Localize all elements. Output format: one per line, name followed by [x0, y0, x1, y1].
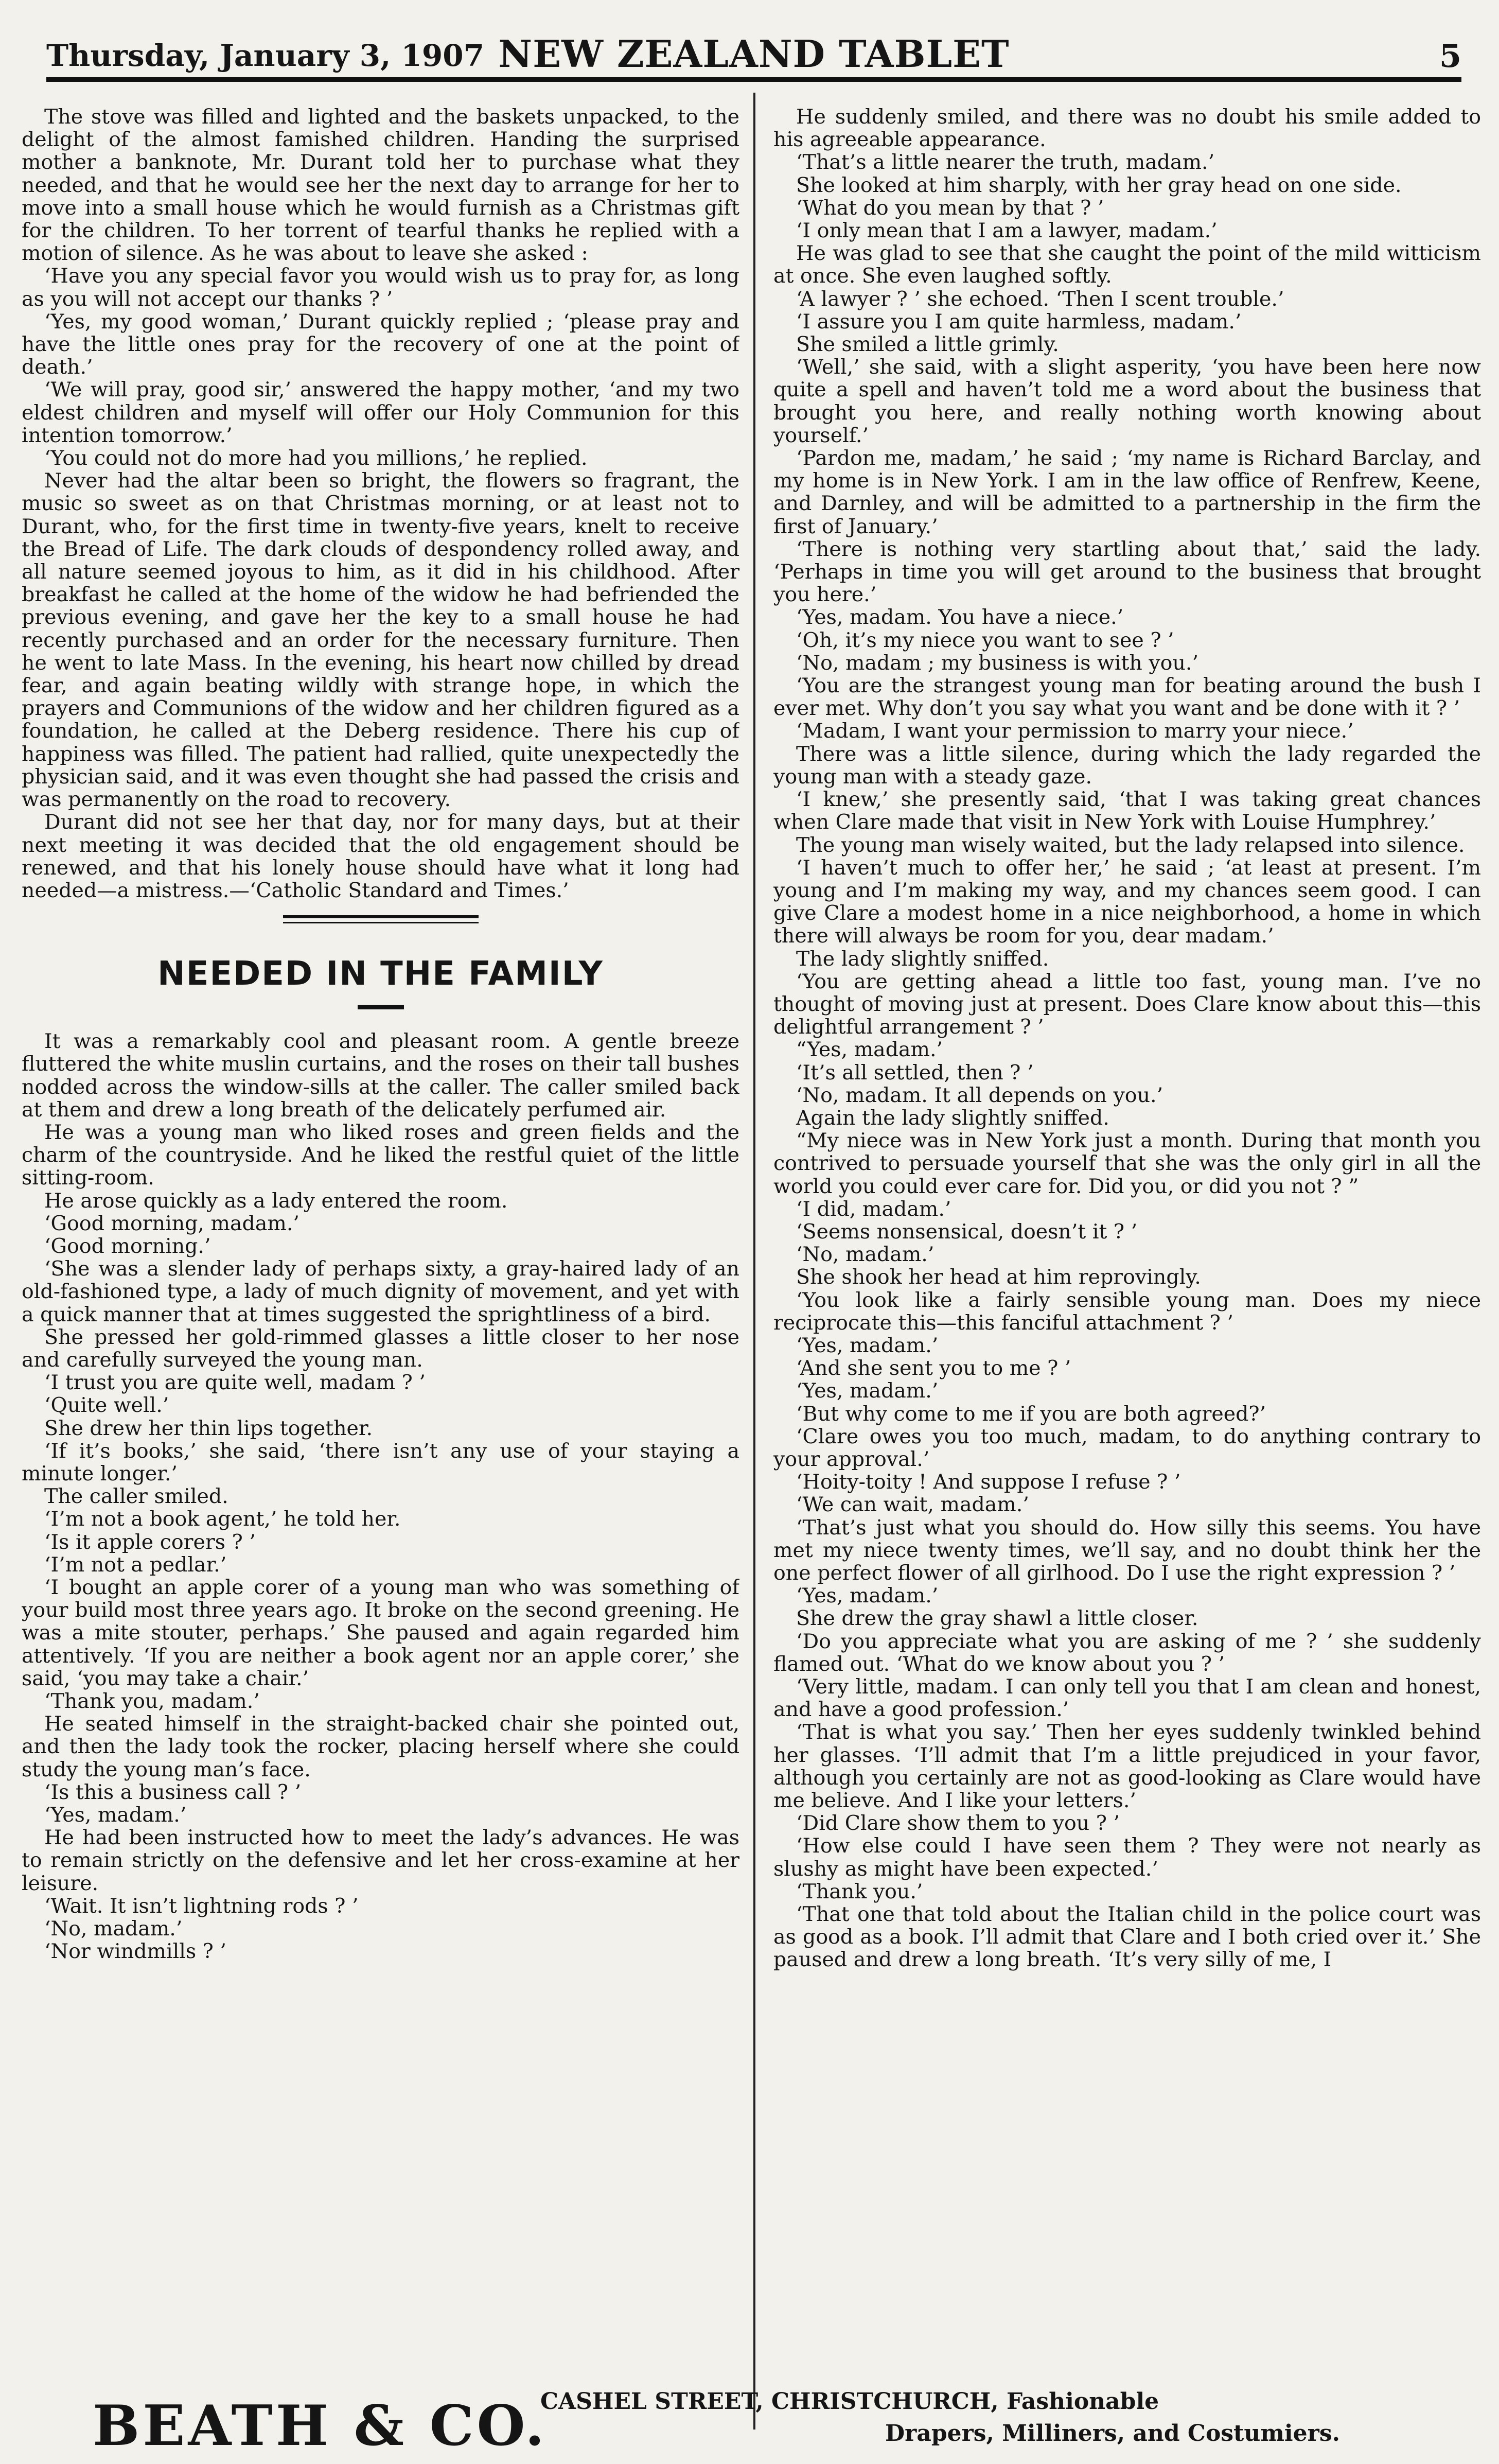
- paragraph: ‘You are getting ahead a little too fast, young man. I’ve no thought of moving just at present. Does Clare know about this—this delightful arrangement ? ’: [773, 969, 1481, 1039]
- paragraph: She shook her head at him reprovingly.: [796, 1265, 1201, 1289]
- paragraph: ‘She was a slender lady of perhaps sixty, a gray-haired lady of an old-fashioned type, a lady of much dignity of movement, and yet with a quick manner that at times suggested the sprightliness of a bird.: [22, 1257, 739, 1326]
- paragraph: ‘That one that told about the Italian child in the police court was as good as a book. I’ll admit that Clare and I both cried over it.’ She paused and drew a long breath. ‘It’s very silly of me, I: [773, 1902, 1481, 1972]
- paragraph: There was a little silence, during which the lady regarded the young man with a steady gaze.: [773, 742, 1481, 789]
- paragraph: ‘Yes, madam.’: [44, 1803, 187, 1827]
- paragraph: He arose quickly as a lady entered the room.: [44, 1189, 508, 1213]
- paragraph: ‘That’s a little nearer the truth, madam.’: [796, 150, 1215, 174]
- advertiser-address: CASHEL STREET, CHRISTCHURCH, Fashionable: [540, 2388, 1159, 2415]
- right-column: [773, 106, 1481, 2411]
- paragraph: ‘Hoity-toity ! And suppose I refuse ? ’: [796, 1470, 1181, 1494]
- paragraph: ‘No, madam.’: [796, 1243, 934, 1267]
- page-number: 5: [1439, 37, 1461, 75]
- issue-date: Thursday, January 3, 1907: [46, 38, 484, 73]
- column-divider: [753, 93, 755, 2430]
- paragraph: ‘A lawyer ? ’ she echoed. ‘Then I scent trouble.’: [796, 287, 1284, 311]
- paragraph: The caller smiled.: [44, 1484, 228, 1509]
- paragraph: ‘Oh, it’s my niece you want to see ? ’: [796, 628, 1174, 652]
- paragraph: He had been instructed how to meet the lady’s advances. He was to remain strictly on the defensive and let her cross-examine at her leisure.: [22, 1826, 739, 1895]
- paragraph: ‘Is this a business call ? ’: [44, 1780, 302, 1804]
- paragraph: ‘Thank you.’: [796, 1879, 923, 1903]
- paragraph: ‘Well,’ she said, with a slight asperity, ‘you have been here now quite a spell and haven’t told me a word about the business that brought you here, and really nothing worth knowing about yourself.’: [773, 355, 1481, 447]
- paragraph: He suddenly smiled, and there was no doubt his smile added to his agreeable appearance.: [773, 106, 1481, 152]
- paragraph: ‘We will pray, good sir,’ answered the happy mother, ‘and my two eldest children and myself will offer our Holy Communion for this intention tomorrow.’: [22, 378, 739, 447]
- paragraph: ‘You look like a fairly sensible young man. Does my niece reciprocate this—this fanciful attachment ? ’: [773, 1288, 1481, 1335]
- paragraph: ‘Madam, I want your permission to marry your niece.’: [796, 719, 1354, 743]
- paragraph: ‘Yes, madam. You have a niece.’: [796, 605, 1124, 630]
- paragraph: ‘Clare owes you too much, madam, to do anything contrary to your approval.’: [773, 1424, 1481, 1471]
- paragraph: The young man wisely waited, but the lady relapsed into silence.: [796, 833, 1465, 857]
- heading-underbar: [358, 1005, 404, 1009]
- paragraph: ‘It’s all settled, then ? ’: [796, 1060, 1034, 1085]
- paragraph: ‘No, madam ; my business is with you.’: [796, 651, 1199, 675]
- paragraph: ‘Good morning.’: [44, 1234, 211, 1258]
- paragraph: “My niece was in New York just a month. During that month you contrived to persuade yourself that she was the only girl in all the world you could ever care for. Did you, or did you not ? ”: [773, 1129, 1481, 1198]
- paragraph: ‘Have you any special favor you would wish us to pray for, as long as you will not accept our thanks ? ’: [22, 264, 739, 311]
- paragraph: ‘But why come to me if you are both agreed?’: [796, 1402, 1266, 1426]
- paragraph: ‘Yes, madam.’: [796, 1333, 939, 1357]
- left-column: [22, 106, 739, 2411]
- paragraph: ‘Good morning, madam.’: [44, 1211, 299, 1235]
- article-heading: NEEDED IN THE FAMILY: [157, 955, 604, 993]
- advertiser-name: BEATH & CO.: [93, 2393, 548, 2458]
- paragraph: ‘That is what you say.’ Then her eyes suddenly twinkled behind her glasses. ‘I’ll admit that I’m a little prejudiced in your favor, although you certainly are not as good-looking as Clare would have me believe. And I like your letters.’: [773, 1720, 1481, 1813]
- paragraph: He was glad to see that she caught the point of the mild witticism at once. She even laughed softly.: [773, 241, 1481, 288]
- paragraph: ‘Do you appreciate what you are asking of me ? ’ she suddenly flamed out. ‘What do we know about you ? ’: [773, 1629, 1481, 1676]
- paragraph: ‘I trust you are quite well, madam ? ’: [44, 1371, 426, 1395]
- advertisement-footer: [77, 2378, 1467, 2458]
- story-separator: [283, 915, 479, 923]
- paragraph: ‘Yes, madam.’: [796, 1584, 939, 1608]
- paragraph: ‘Quite well.’: [44, 1393, 169, 1418]
- paragraph: The lady slightly sniffed.: [796, 947, 1049, 971]
- paragraph: ‘Yes, my good woman,’ Durant quickly replied ; ‘please pray and have the little ones pray for the recovery of one at the point of death.’: [22, 309, 739, 379]
- paragraph: The stove was filled and lighted and the baskets unpacked, to the delight of the almost famished children. Handing the surprised mother a banknote, Mr. Durant told her to purchase what they needed, and that he would see her the next day to arrange for her to move into a small house which he would furnish as a Christmas gift for the children. To her torrent of tearful thanks he replied with a motion of silence. As he was about to leave she asked :: [22, 106, 739, 266]
- paragraph: ‘I did, madam.’: [796, 1197, 951, 1221]
- paragraph: ‘No, madam.’: [44, 1917, 183, 1941]
- paragraph: ‘Pardon me, madam,’ he said ; ‘my name is Richard Barclay, and my home is in New York. I am in the law office of Renfrew, Keene, and Darnley, and will be admitted to a partnership in the firm the first of January.’: [773, 446, 1481, 538]
- paragraph: ‘Is it apple corers ? ’: [44, 1530, 256, 1554]
- paragraph: ‘Wait. It isn’t lightning rods ? ’: [44, 1894, 359, 1918]
- paragraph: ‘How else could I have seen them ? They were not nearly as slushy as might have been expected.’: [773, 1834, 1481, 1881]
- paragraph: ‘Did Clare show them to you ? ’: [796, 1811, 1120, 1836]
- paragraph: He was a young man who liked roses and green fields and the charm of the countryside. And he liked the restful quiet of the little sitting-room.: [22, 1120, 739, 1190]
- paragraph: ‘I knew,’ she presently said, ‘that I was taking great chances when Clare made that visit in New York with Louise Humphrey.’: [773, 788, 1481, 834]
- paragraph: She drew the gray shawl a little closer.: [796, 1606, 1198, 1631]
- paragraph: Again the lady slightly sniffed.: [796, 1106, 1109, 1130]
- paragraph: She pressed her gold-rimmed glasses a little closer to her nose and carefully surveyed the young man.: [22, 1325, 739, 1372]
- article-body-continued: [773, 106, 1481, 1971]
- paragraph: ‘If it’s books,’ she said, ‘there isn’t any use of your staying a minute longer.’: [22, 1439, 739, 1486]
- paragraph: “Yes, madam.’: [796, 1038, 943, 1062]
- paragraph: ‘No, madam. It all depends on you.’: [796, 1083, 1163, 1107]
- paragraph: ‘I assure you I am quite harmless, madam.’: [796, 309, 1242, 334]
- paragraph: ‘Seems nonsensical, doesn’t it ? ’: [796, 1219, 1138, 1244]
- paragraph: ‘There is nothing very startling about that,’ said the lady. ‘Perhaps in time you will get around to the business that brought you here.’: [773, 537, 1481, 607]
- paragraph: ‘That’s just what you should do. How silly this seems. You have met my niece twenty times, we’ll say, and no doubt think her the one perfect flower of all girlhood. Do I use the right expression ? ’: [773, 1515, 1481, 1585]
- page-header: [46, 31, 1461, 82]
- paragraph: Never had the altar been so bright, the flowers so fragrant, the music so sweet as on that Christmas morning, or at least not to Durant, who, for the first time in twenty-five years, knelt to receive the Bread of Life. The dark clouds of despondency rolled away, and all nature seemed joyous to him, as it did in his childhood. After breakfast he called at the home of the widow he had befriended the previous evening, and gave her the key to a small house he had recently purchased and an order for the necessary furniture. Then he went to late Mass. In the evening, his heart now chilled by dread fear, and again beating wildly with strange hope, in which the prayers and Communions of the widow and her children figured as a foundation, he called at the Deberg residence. There his cup of happiness was filled. The patient had rallied, quite unexpectedly the physician said, and it was even thought she had passed the crisis and was permanently on the road to recovery.: [22, 469, 739, 812]
- paragraph: ‘You could not do more had you millions,’ he replied.: [44, 446, 588, 470]
- paragraph: She smiled a little grimly.: [796, 333, 1059, 357]
- paragraph: ‘We can wait, madam.’: [796, 1493, 1029, 1517]
- paragraph: ‘I only mean that I am a lawyer, madam.’: [796, 219, 1218, 243]
- paragraph: She looked at him sharply, with her gray head on one side.: [796, 173, 1402, 197]
- paragraph: ‘I’m not a book agent,’ he told her.: [44, 1507, 401, 1531]
- paragraph: ‘Very little, madam. I can only tell you that I am clean and honest, and have a good profession.’: [773, 1675, 1481, 1722]
- paragraph: ‘I’m not a pedlar.’: [44, 1552, 227, 1577]
- advertiser-trades: Drapers, Milliners, and Costumiers.: [885, 2420, 1340, 2446]
- masthead-title: NEW ZEALAND TABLET: [498, 32, 1010, 76]
- paragraph: She drew her thin lips together.: [44, 1416, 373, 1440]
- paragraph: ‘You are the strangest young man for beating around the bush I ever met. Why don’t you say what you want and be done with it ? ’: [773, 674, 1481, 721]
- paragraph: ‘I haven’t much to offer her,’ he said ; ‘at least at present. I’m young and I’m making my way, and my chances seem good. I can give Clare a modest home in a nice neighborhood, a home in which there will always be room for you, dear madam.’: [773, 855, 1481, 948]
- paragraph: It was a remarkably cool and pleasant room. A gentle breeze fluttered the white muslin curtains, and the roses on their tall bushes nodded across the window-sills at the caller. The caller smiled back at them and drew a long breath of the delicately perfumed air.: [22, 1029, 739, 1122]
- paragraph: ‘What do you mean by that ? ’: [796, 196, 1104, 220]
- paragraph: He seated himself in the straight-backed chair she pointed out, and then the lady took the rocker, placing herself where she could study the young man’s face.: [22, 1712, 739, 1781]
- paragraph: ‘And she sent you to me ? ’: [796, 1356, 1071, 1380]
- paragraph: Durant did not see her that day, nor for many days, but at their next meeting it was decided that the old engagement should be renewed, and that his lonely house should have what it long had needed—a mistress.—‘Catholic Standard and Times.’: [22, 810, 739, 902]
- paragraph: ‘Nor windmills ? ’: [44, 1939, 226, 1964]
- story-ending: [22, 106, 739, 902]
- article-body-start: [22, 1030, 739, 1963]
- paragraph: ‘Thank you, madam.’: [44, 1689, 260, 1713]
- paragraph: ‘I bought an apple corer of a young man who was something of your build most three years ago. It broke on the second greening. He was a mite stouter, perhaps.’ She paused and again regarded him attentively. ‘If you are neither a book agent nor an apple corer,’ she said, ‘you may take a chair.’: [22, 1575, 739, 1690]
- paragraph: ‘Yes, madam.’: [796, 1379, 939, 1403]
